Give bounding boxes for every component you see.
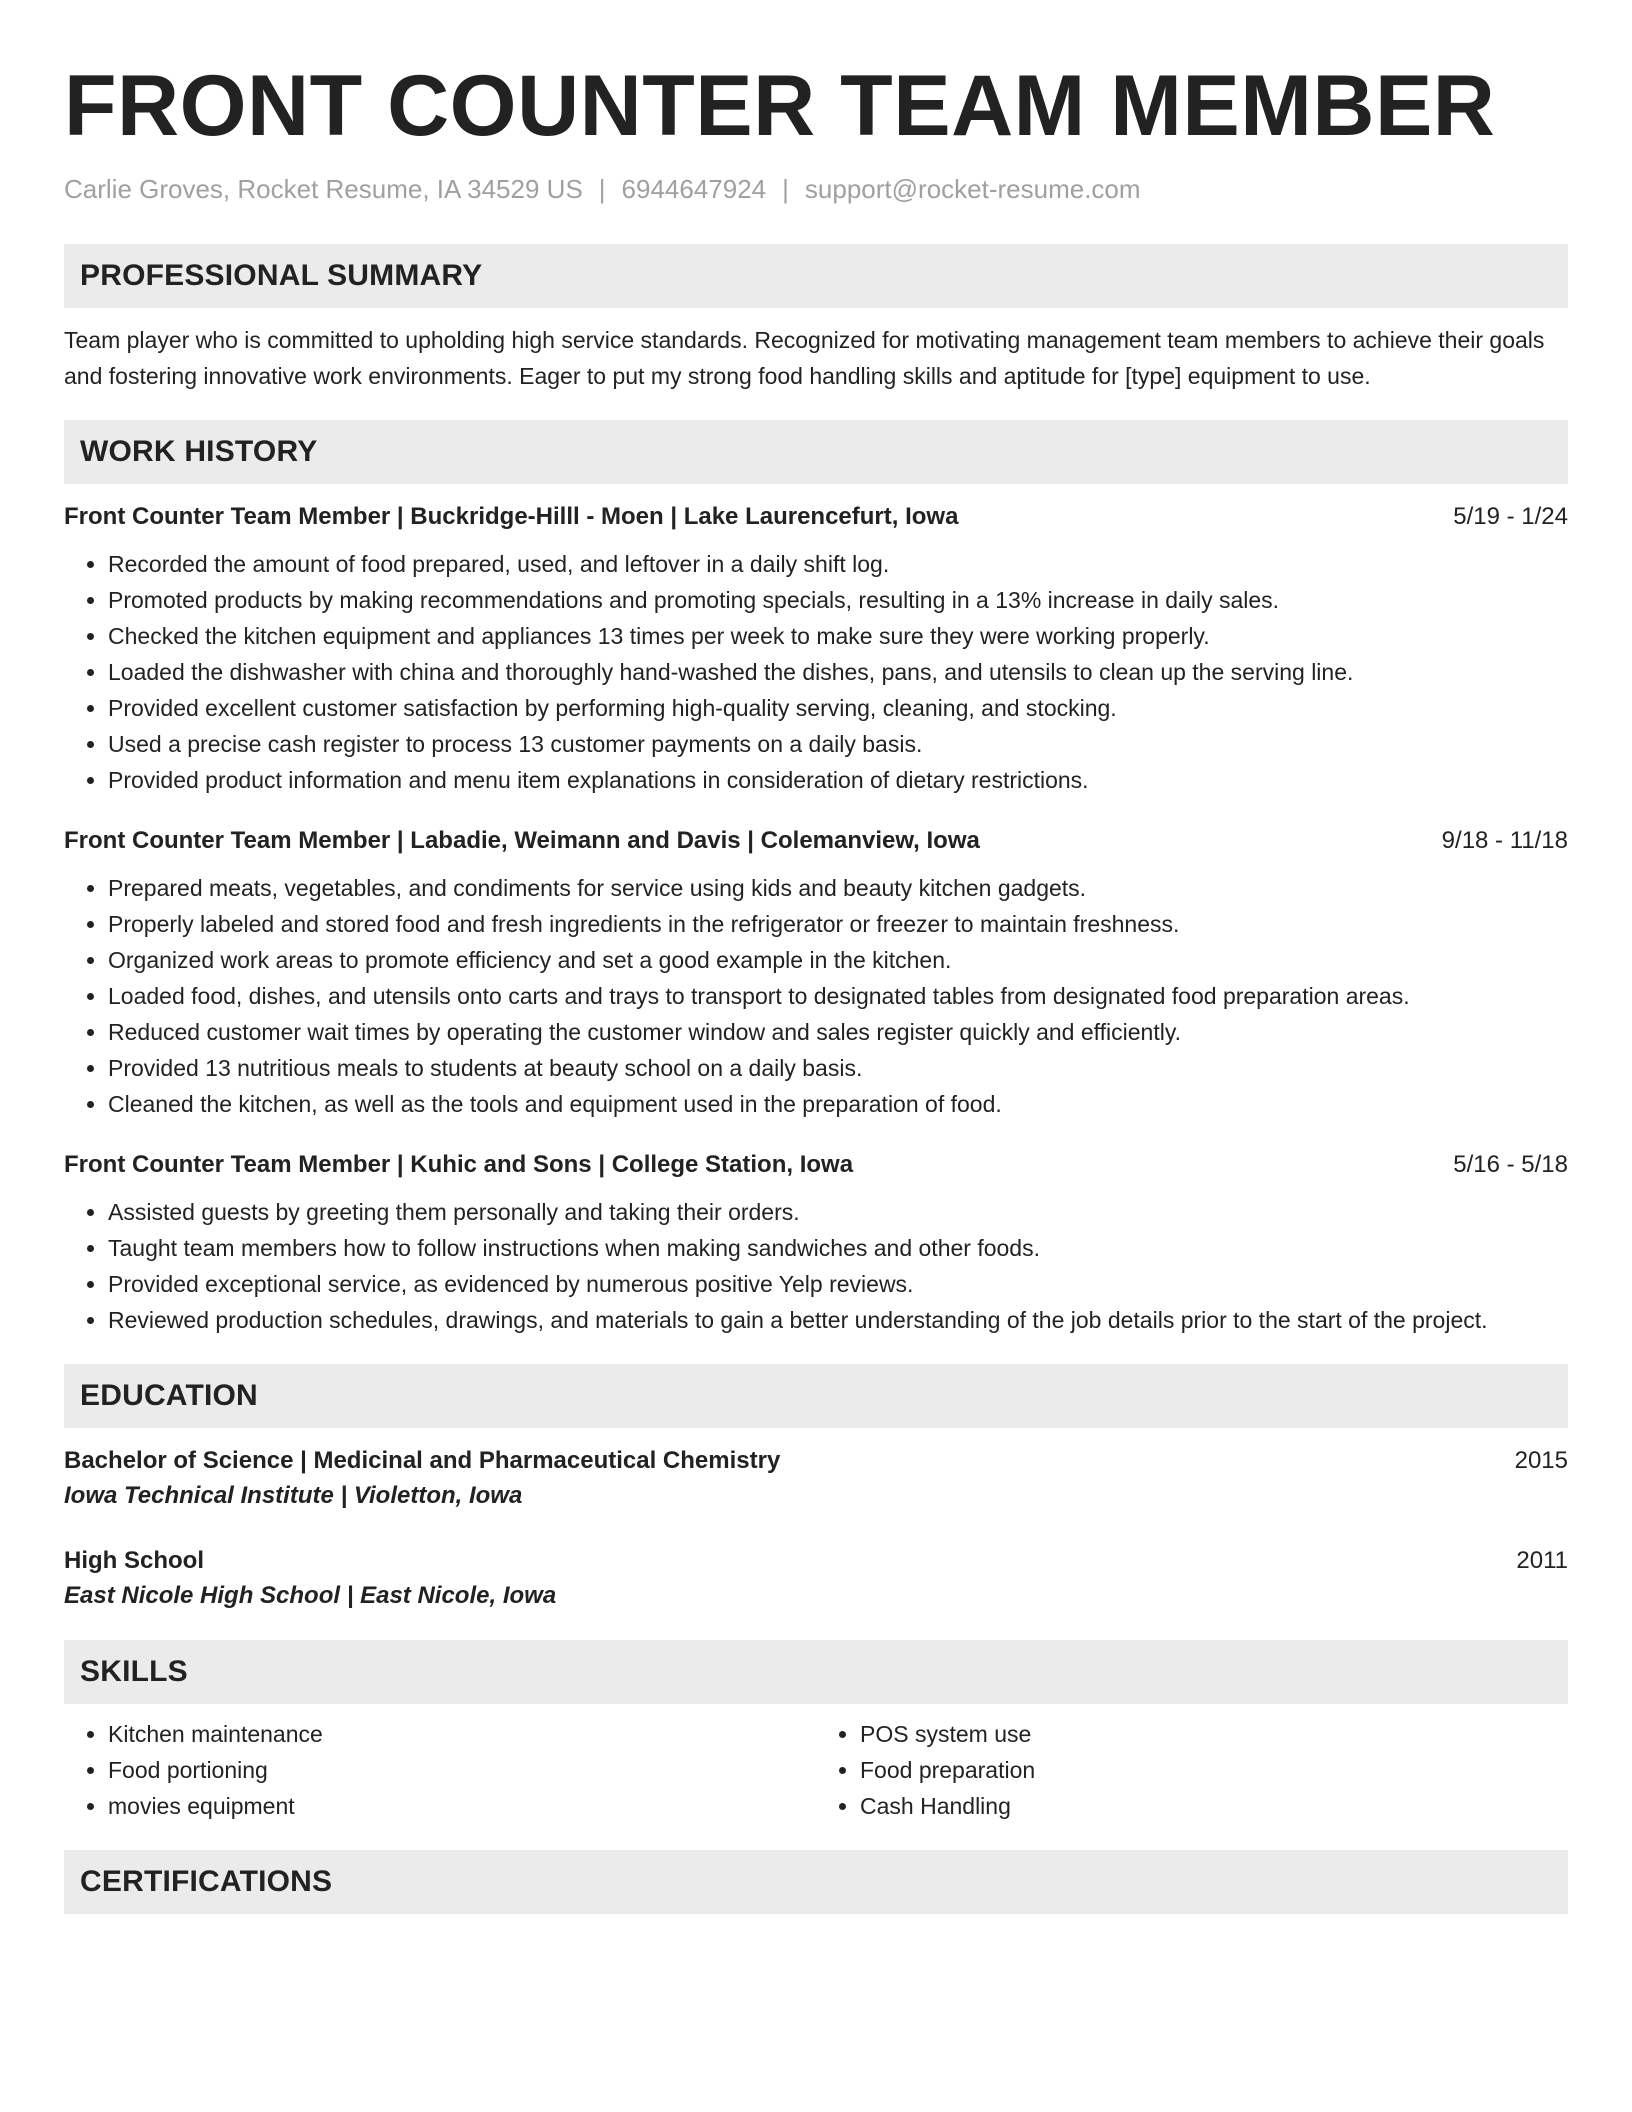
job-bullet: • Provided 13 nutritious meals to students at beauty school on a daily basis. — [108, 1050, 1568, 1086]
job-entry — [64, 824, 1568, 1122]
education-degree: High School — [64, 1547, 204, 1574]
job-bullet: • Provided exceptional service, as evidenced by numerous positive Yelp reviews. — [108, 1266, 1568, 1302]
job-bullet: • Taught team members how to follow instructions when making sandwiches and other foods. — [108, 1230, 1568, 1266]
job-bullet: • Reviewed production schedules, drawings, and materials to gain a better understanding of the job details prior to the start of the project. — [108, 1302, 1568, 1338]
skills-column-left — [64, 1716, 816, 1824]
job-bullet: • Reduced customer wait times by operating the customer window and sales register quickly and efficiently. — [108, 1014, 1568, 1050]
section-header-summary: PROFESSIONAL SUMMARY — [64, 244, 1568, 308]
summary-text: Team player who is committed to upholding high service standards. Recognized for motivating management team members to achieve their goals and fostering innovative work environments. Eager to put my strong food handling skills and aptitude for [type] equipment to use. — [64, 327, 1545, 389]
education-year: 2011 — [1516, 1547, 1568, 1574]
section-header-work-history: WORK HISTORY — [64, 420, 1568, 484]
job-bullet: • Used a precise cash register to process 13 customer payments on a daily basis. — [108, 726, 1568, 762]
job-header — [64, 500, 1568, 534]
contact-email: support@rocket-resume.com — [804, 174, 1141, 204]
job-title: Front Counter Team Member | Buckridge-Hilll - Moen | Lake Laurencefurt, Iowa — [64, 503, 959, 530]
education-degree: Bachelor of Science | Medicinal and Pharmaceutical Chemistry — [64, 1447, 781, 1474]
job-bullet: • Checked the kitchen equipment and appliances 13 times per week to make sure they were working properly. — [108, 618, 1568, 654]
job-bullet: • Organized work areas to promote efficiency and set a good example in the kitchen. — [108, 942, 1568, 978]
job-bullet: • Promoted products by making recommendations and promoting specials, resulting in a 13% increase in daily sales. — [108, 582, 1568, 618]
resume-title: FRONT COUNTER TEAM MEMBER — [64, 58, 1496, 154]
job-bullets — [64, 1194, 1568, 1338]
job-header — [64, 1148, 1568, 1182]
contact-separator: | — [598, 174, 606, 204]
skill-item: • Food preparation — [860, 1752, 1568, 1788]
job-entry — [64, 500, 1568, 798]
education-school: Iowa Technical Institute | Violetton, Iowa — [64, 1482, 523, 1509]
job-bullets — [64, 870, 1568, 1122]
job-bullet: • Recorded the amount of food prepared, used, and leftover in a daily shift log. — [108, 546, 1568, 582]
section-header-education: EDUCATION — [64, 1364, 1568, 1428]
education-header — [64, 1544, 1568, 1578]
job-bullet: • Properly labeled and stored food and fresh ingredients in the refrigerator or freezer to maintain freshness. — [108, 906, 1568, 942]
education-school: East Nicole High School | East Nicole, Iowa — [64, 1582, 557, 1609]
job-header — [64, 824, 1568, 858]
job-dates: 5/16 - 5/18 — [1453, 1151, 1568, 1178]
job-bullet: • Assisted guests by greeting them personally and taking their orders. — [108, 1194, 1568, 1230]
education-entry — [64, 1544, 1568, 1614]
job-title: Front Counter Team Member | Kuhic and Sons | College Station, Iowa — [64, 1151, 854, 1178]
job-dates: 5/19 - 1/24 — [1453, 503, 1568, 530]
skill-item: • Food portioning — [108, 1752, 816, 1788]
education-entry — [64, 1444, 1568, 1514]
job-bullet: • Loaded food, dishes, and utensils onto carts and trays to transport to designated tables from designated food preparation areas. — [108, 978, 1568, 1014]
job-bullet: • Cleaned the kitchen, as well as the tools and equipment used in the preparation of food. — [108, 1086, 1568, 1122]
job-bullet: • Loaded the dishwasher with china and thoroughly hand-washed the dishes, pans, and utensils to clean up the serving line. — [108, 654, 1568, 690]
job-bullets — [64, 546, 1568, 798]
education-header — [64, 1444, 1568, 1478]
contact-address: Carlie Groves, Rocket Resume, IA 34529 US — [64, 174, 583, 204]
contact-separator: | — [782, 174, 789, 204]
skill-item: • movies equipment — [108, 1788, 816, 1824]
job-entry — [64, 1148, 1568, 1338]
job-bullet: • Prepared meats, vegetables, and condiments for service using kids and beauty kitchen gadgets. — [108, 870, 1568, 906]
job-bullet: • Provided product information and menu item explanations in consideration of dietary restrictions. — [108, 762, 1568, 798]
skills-column-right — [816, 1716, 1568, 1824]
skill-item: • POS system use — [860, 1716, 1568, 1752]
contact-line — [64, 172, 1568, 206]
section-header-certifications: CERTIFICATIONS — [64, 1850, 1568, 1914]
skill-item: • Kitchen maintenance — [108, 1716, 816, 1752]
section-header-skills: SKILLS — [64, 1640, 1568, 1704]
education-year: 2015 — [1514, 1447, 1568, 1474]
skill-item: • Cash Handling — [860, 1788, 1568, 1824]
job-dates: 9/18 - 11/18 — [1441, 827, 1568, 854]
job-bullet: • Provided excellent customer satisfaction by performing high-quality serving, cleaning, and stocking. — [108, 690, 1568, 726]
job-title: Front Counter Team Member | Labadie, Weimann and Davis | Colemanview, Iowa — [64, 827, 980, 854]
skills-list — [64, 1704, 1568, 1824]
contact-phone: 6944647924 — [621, 174, 767, 204]
